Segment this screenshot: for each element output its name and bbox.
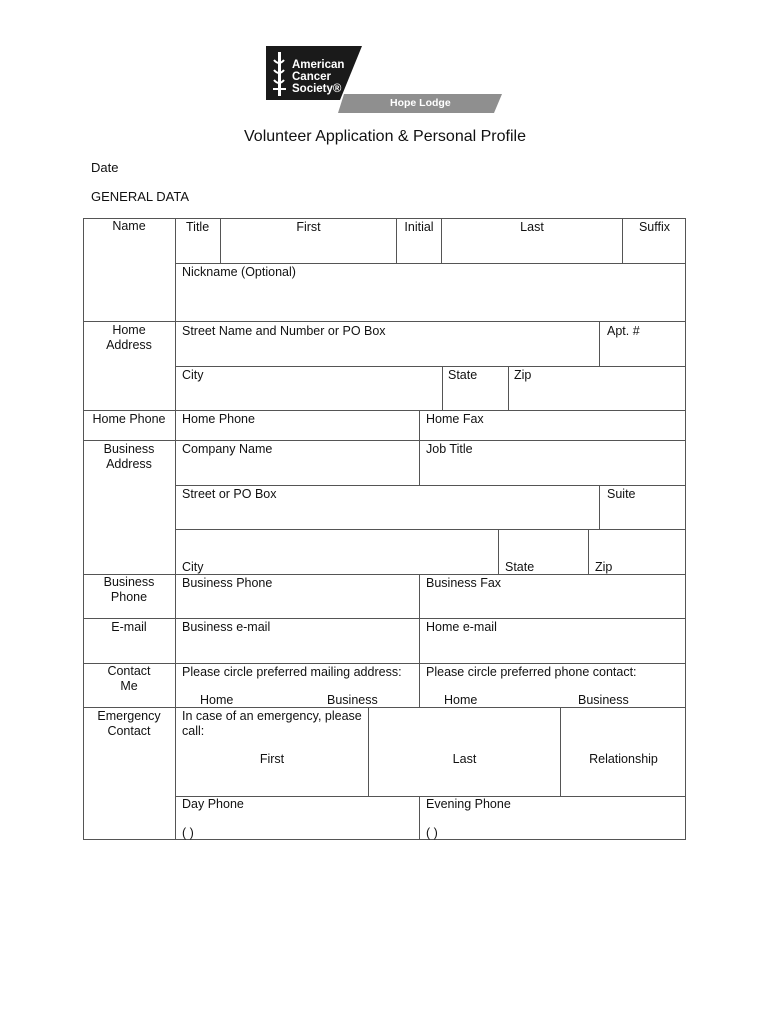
mailing-home-option[interactable]: Home bbox=[200, 693, 234, 707]
name-first-field[interactable]: First bbox=[296, 220, 321, 234]
home-state-field[interactable]: State bbox=[448, 368, 478, 382]
logo-line-3: Society® bbox=[292, 83, 342, 95]
business-phone-header-line-2: Phone bbox=[110, 590, 148, 604]
field-divider bbox=[419, 574, 420, 707]
home-city-field[interactable]: City bbox=[182, 368, 204, 382]
home-street-field[interactable]: Street Name and Number or PO Box bbox=[182, 324, 386, 338]
field-divider bbox=[498, 529, 499, 574]
business-suite-field[interactable]: Suite bbox=[607, 487, 636, 501]
home-address-header-line-2: Address bbox=[106, 338, 152, 352]
contact-me-header bbox=[83, 664, 175, 694]
home-address-header bbox=[83, 323, 175, 353]
company-name-field[interactable]: Company Name bbox=[182, 442, 273, 456]
row-divider bbox=[83, 440, 686, 441]
field-divider bbox=[442, 366, 443, 410]
name-title-field[interactable]: Title bbox=[186, 220, 210, 234]
emergency-last-field[interactable]: Last bbox=[452, 752, 477, 766]
home-apt-field[interactable]: Apt. # bbox=[607, 324, 640, 338]
emergency-contact-header bbox=[83, 709, 175, 739]
day-phone-area-code[interactable]: ( ) bbox=[182, 826, 194, 840]
phone-business-option[interactable]: Business bbox=[578, 693, 629, 707]
business-phone-header-line-1: Business bbox=[103, 575, 155, 589]
business-phone-field[interactable]: Business Phone bbox=[182, 576, 273, 590]
field-divider bbox=[175, 366, 686, 367]
business-zip-field[interactable]: Zip bbox=[595, 560, 613, 574]
business-fax-field[interactable]: Business Fax bbox=[426, 576, 502, 590]
field-divider bbox=[419, 440, 420, 485]
emergency-header-line-1: Emergency bbox=[97, 709, 161, 723]
row-divider bbox=[83, 410, 686, 411]
home-fax-field[interactable]: Home Fax bbox=[426, 412, 484, 426]
home-address-header-line-1: Home bbox=[112, 323, 146, 337]
evening-phone-field[interactable]: Evening Phone bbox=[426, 797, 511, 811]
field-divider bbox=[588, 529, 589, 574]
logo-subtitle: Hope Lodge bbox=[390, 97, 451, 109]
name-row-header: Name bbox=[112, 219, 146, 233]
emergency-prompt-line-2: call: bbox=[182, 724, 205, 738]
business-city-field[interactable]: City bbox=[182, 560, 204, 574]
field-divider bbox=[175, 529, 686, 530]
mailing-address-prompt: Please circle preferred mailing address: bbox=[182, 665, 402, 679]
field-divider bbox=[599, 485, 600, 529]
mailing-business-option[interactable]: Business bbox=[327, 693, 378, 707]
name-suffix-field[interactable]: Suffix bbox=[638, 220, 671, 234]
logo-line-1: American bbox=[292, 59, 345, 71]
field-divider bbox=[508, 366, 509, 410]
home-email-field[interactable]: Home e-mail bbox=[426, 620, 497, 634]
name-initial-field[interactable]: Initial bbox=[404, 220, 434, 234]
phone-contact-prompt: Please circle preferred phone contact: bbox=[426, 665, 637, 679]
business-address-header-line-2: Address bbox=[106, 457, 152, 471]
contact-me-header-line-1: Contact bbox=[107, 664, 151, 678]
home-phone-header: Home Phone bbox=[92, 412, 166, 426]
evening-phone-area-code[interactable]: ( ) bbox=[426, 826, 438, 840]
email-header: E-mail bbox=[111, 620, 147, 634]
phone-home-option[interactable]: Home bbox=[444, 693, 478, 707]
field-divider bbox=[419, 796, 420, 840]
business-state-field[interactable]: State bbox=[505, 560, 535, 574]
emergency-first-field[interactable]: First bbox=[259, 752, 285, 766]
contact-me-header-line-2: Me bbox=[120, 679, 138, 693]
day-phone-field[interactable]: Day Phone bbox=[182, 797, 244, 811]
page-title: Volunteer Application & Personal Profile bbox=[244, 128, 526, 145]
home-phone-field[interactable]: Home Phone bbox=[182, 412, 255, 426]
row-divider bbox=[83, 321, 686, 322]
american-cancer-society-logo bbox=[266, 46, 502, 114]
home-zip-field[interactable]: Zip bbox=[514, 368, 532, 382]
row-divider bbox=[83, 618, 686, 619]
field-divider bbox=[175, 485, 686, 486]
emergency-prompt bbox=[182, 709, 362, 739]
field-divider bbox=[599, 321, 600, 366]
field-divider bbox=[175, 263, 686, 264]
nickname-field[interactable]: Nickname (Optional) bbox=[182, 265, 296, 279]
job-title-field[interactable]: Job Title bbox=[426, 442, 473, 456]
business-phone-header bbox=[83, 575, 175, 605]
field-divider bbox=[419, 410, 420, 440]
date-label: Date bbox=[91, 160, 119, 175]
logo-line-2: Cancer bbox=[292, 71, 331, 83]
business-address-header bbox=[83, 442, 175, 472]
business-email-field[interactable]: Business e-mail bbox=[182, 620, 271, 634]
emergency-header-line-2: Contact bbox=[107, 724, 151, 738]
emergency-relationship-field[interactable]: Relationship bbox=[589, 752, 658, 766]
name-last-field[interactable]: Last bbox=[520, 220, 544, 234]
business-street-field[interactable]: Street or PO Box bbox=[182, 487, 277, 501]
emergency-prompt-line-1: In case of an emergency, please bbox=[182, 709, 362, 723]
general-data-heading: GENERAL DATA bbox=[91, 189, 190, 204]
business-address-header-line-1: Business bbox=[103, 442, 155, 456]
